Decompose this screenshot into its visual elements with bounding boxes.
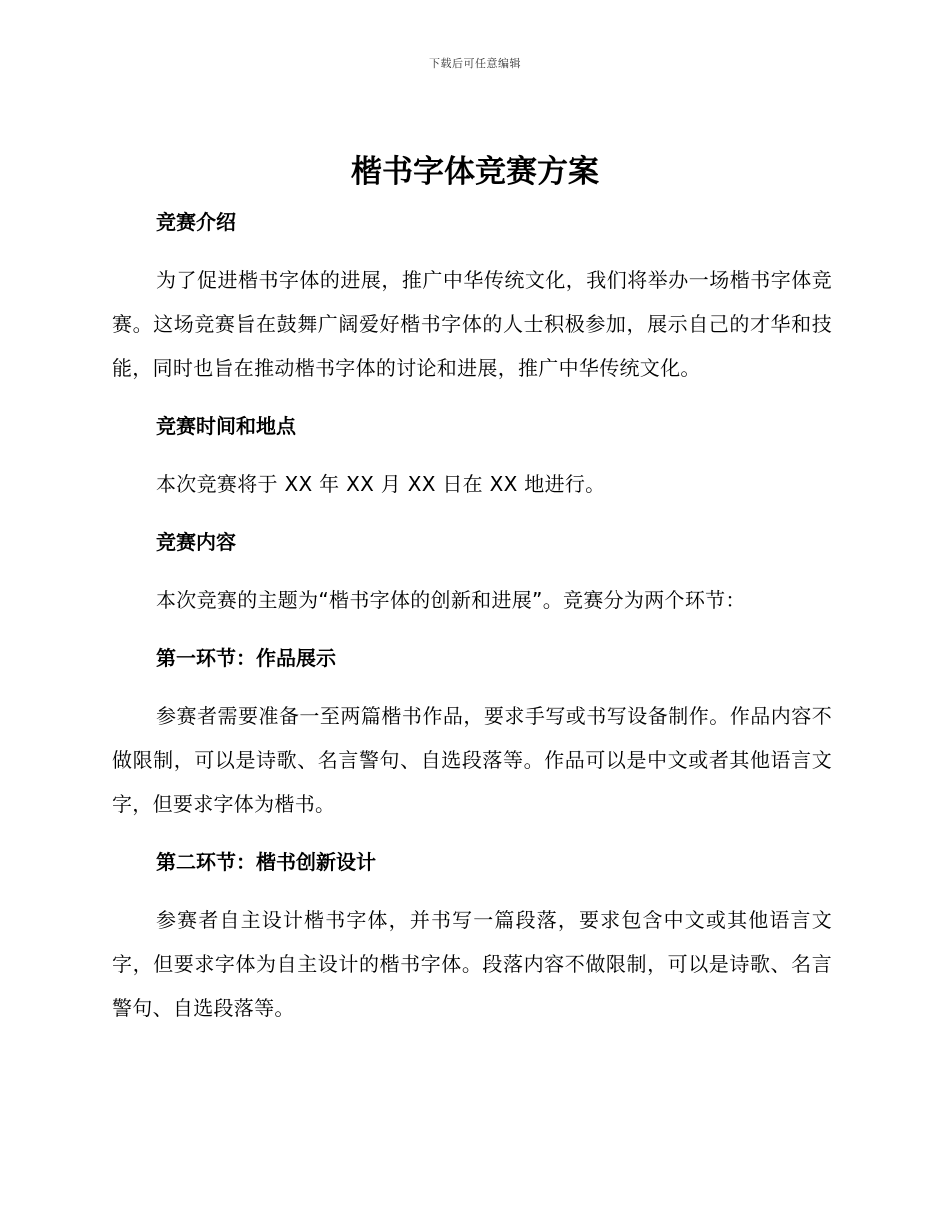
section-text-stage1: 参赛者需要准备一至两篇楷书作品，要求手写或书写设备制作。作品内容不做限制，可以是诗歌、名言警句、自选段落等。作品可以是中文或者其他语言文字，但要求字体为楷书。	[112, 704, 832, 816]
header-note: 下载后可任意编辑	[429, 57, 521, 70]
document-title: 楷书字体竞赛方案	[351, 154, 599, 190]
section-text-time: 本次竞赛将于 XX 年 XX 月 XX 日在 XX 地进行。	[156, 472, 606, 496]
document-body	[112, 200, 832, 1030]
section-text-stage2: 参赛者自主设计楷书字体，并书写一篇段落，要求包含中文或其他语言文字，但要求字体为自主设计的楷书字体。段落内容不做限制，可以是诗歌、名言警句、自选段落等。	[112, 908, 832, 1020]
section-heading-time: 竞赛时间和地点	[156, 414, 296, 438]
section-text-content: 本次竞赛的主题为“楷书字体的创新和进展”。竞赛分为两个环节：	[156, 588, 746, 612]
section-text-intro: 为了促进楷书字体的进展，推广中华传统文化，我们将举办一场楷书字体竞赛。这场竞赛旨在鼓舞广阔爱好楷书字体的人士积极参加，展示自己的才华和技能，同时也旨在推动楷书字体的讨论和进展，推广中华传统文化。	[112, 268, 832, 380]
section-heading-intro: 竞赛介绍	[156, 210, 236, 234]
section-heading-stage1: 第一环节：作品展示	[156, 646, 336, 670]
section-heading-stage2: 第二环节：楷书创新设计	[156, 850, 376, 874]
section-heading-content: 竞赛内容	[156, 530, 236, 554]
